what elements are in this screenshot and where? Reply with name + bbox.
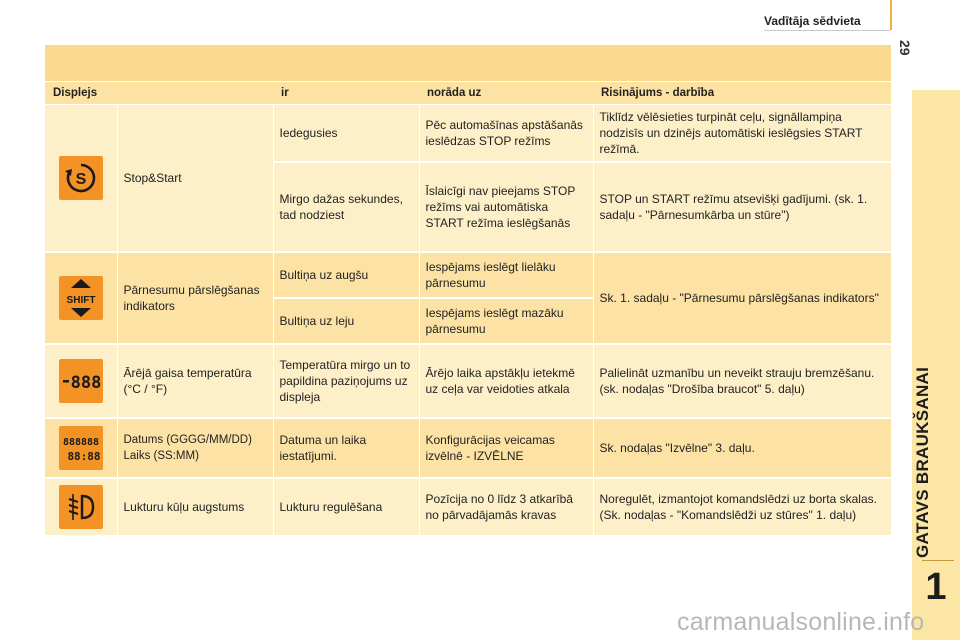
page-number: 29 <box>897 40 913 56</box>
chapter-label: GATAVS BRAUKŠANAI <box>913 366 932 558</box>
column-header-display: Displejs <box>45 82 117 104</box>
svg-text:888: 888 <box>70 372 102 393</box>
svg-text:SHIFT: SHIFT <box>66 294 96 306</box>
shift-indicator-icon <box>59 276 103 320</box>
table-row-headlamp <box>45 478 891 536</box>
column-header-action: Risinājums - darbība <box>593 82 891 104</box>
column-header-state: ir <box>273 82 419 104</box>
indicator-state: Mirgo dažas sekundes, tad nodziest <box>273 162 419 252</box>
indicator-action: Sk. 1. sadaļu - "Pārnesumu pārslēgšanas indikators" <box>593 252 891 344</box>
indicator-state: Bultiņa uz augšu <box>273 252 419 298</box>
indicator-meaning: Īslaicīgi nav pieejams STOP režīms vai automātiska START režīma ieslēgšanās <box>419 162 593 252</box>
column-header-meaning: norāda uz <box>419 82 593 104</box>
indicator-name: Lukturu kūļu augstums <box>117 478 273 536</box>
indicator-meaning: Iespējams ieslēgt lielāku pārnesumu <box>419 252 593 298</box>
icon-cell <box>45 478 117 536</box>
table-row-stopstart <box>45 104 891 162</box>
date-time-icon <box>59 426 103 470</box>
section-title: Vadītāja sēdvieta <box>764 14 861 28</box>
header-accent-line <box>890 0 892 30</box>
indicator-name: Pārnesumu pārslēgšanas indikators <box>117 252 273 344</box>
icon-cell <box>45 418 117 478</box>
watermark: carmanualsonline.info <box>677 608 925 636</box>
indicator-meaning: Iespējams ieslēgt mazāku pārnesumu <box>419 298 593 344</box>
indicator-action: Sk. nodaļas "Izvēlne" 3. daļu. <box>593 418 891 478</box>
indicator-name: Datums (GGGG/MM/DD) Laiks (SS:MM) <box>117 418 273 478</box>
chapter-number: 1 <box>925 566 947 608</box>
indicator-state: Datuma un laika iestatījumi. <box>273 418 419 478</box>
indicator-action: Palielināt uzmanību un neveikt strauju bremzēšanu. (sk. nodaļas "Drošība braucot" 5. daļu) <box>593 344 891 418</box>
indicator-meaning: Ārējo laika apstākļu ietekmē uz ceļa var veidoties atkala <box>419 344 593 418</box>
icon-cell <box>45 104 117 252</box>
indicator-state: Lukturu regulēšana <box>273 478 419 536</box>
icon-cell <box>45 252 117 344</box>
indicator-state: Temperatūra mirgo un to papildina paziņojums uz displeja <box>273 344 419 418</box>
indicator-action: Tiklīdz vēlēsieties turpināt ceļu, signāllampiņa nodzisīs un dzinējs automātiski ieslēgsies START režīmā. <box>593 104 891 162</box>
indicator-meaning: Konfigurācijas veicamas izvēlnē - IZVĒLNE <box>419 418 593 478</box>
indicator-meaning: Pēc automašīnas apstāšanās ieslēdzas STOP režīms <box>419 104 593 162</box>
table-row-shift <box>45 252 891 298</box>
table-header-row <box>45 82 891 104</box>
table-banner <box>45 45 891 81</box>
indicator-table <box>45 82 892 537</box>
headlamp-level-icon <box>59 485 103 529</box>
indicator-name: Stop&Start <box>117 104 273 252</box>
indicator-state: Iedegusies <box>273 104 419 162</box>
svg-text:88:88: 88:88 <box>67 449 101 463</box>
indicator-meaning: Pozīcija no 0 līdz 3 atkarībā no pārvadājamās kravas <box>419 478 593 536</box>
table-row-temperature <box>45 344 891 418</box>
column-header-name <box>117 82 273 104</box>
svg-text:S: S <box>75 170 87 188</box>
indicator-state: Bultiņa uz leju <box>273 298 419 344</box>
table-row-datetime <box>45 418 891 478</box>
icon-cell <box>45 344 117 418</box>
svg-text:888888: 888888 <box>62 436 99 448</box>
stop-start-icon <box>59 156 103 200</box>
indicator-action: STOP un START režīmu atsevišķi gadījumi. (sk. 1. sadaļu - "Pārnesumkārba un stūre") <box>593 162 891 252</box>
indicator-action: Noregulēt, izmantojot komandslēdzi uz borta skalas. (Sk. nodaļas - "Komandslēdži uz stūres" 1. daļu) <box>593 478 891 536</box>
outside-temperature-icon <box>59 359 103 403</box>
indicator-name: Ārējā gaisa temperatūra (°C / °F) <box>117 344 273 418</box>
header-rule <box>764 30 890 31</box>
chapter-separator <box>922 560 954 561</box>
